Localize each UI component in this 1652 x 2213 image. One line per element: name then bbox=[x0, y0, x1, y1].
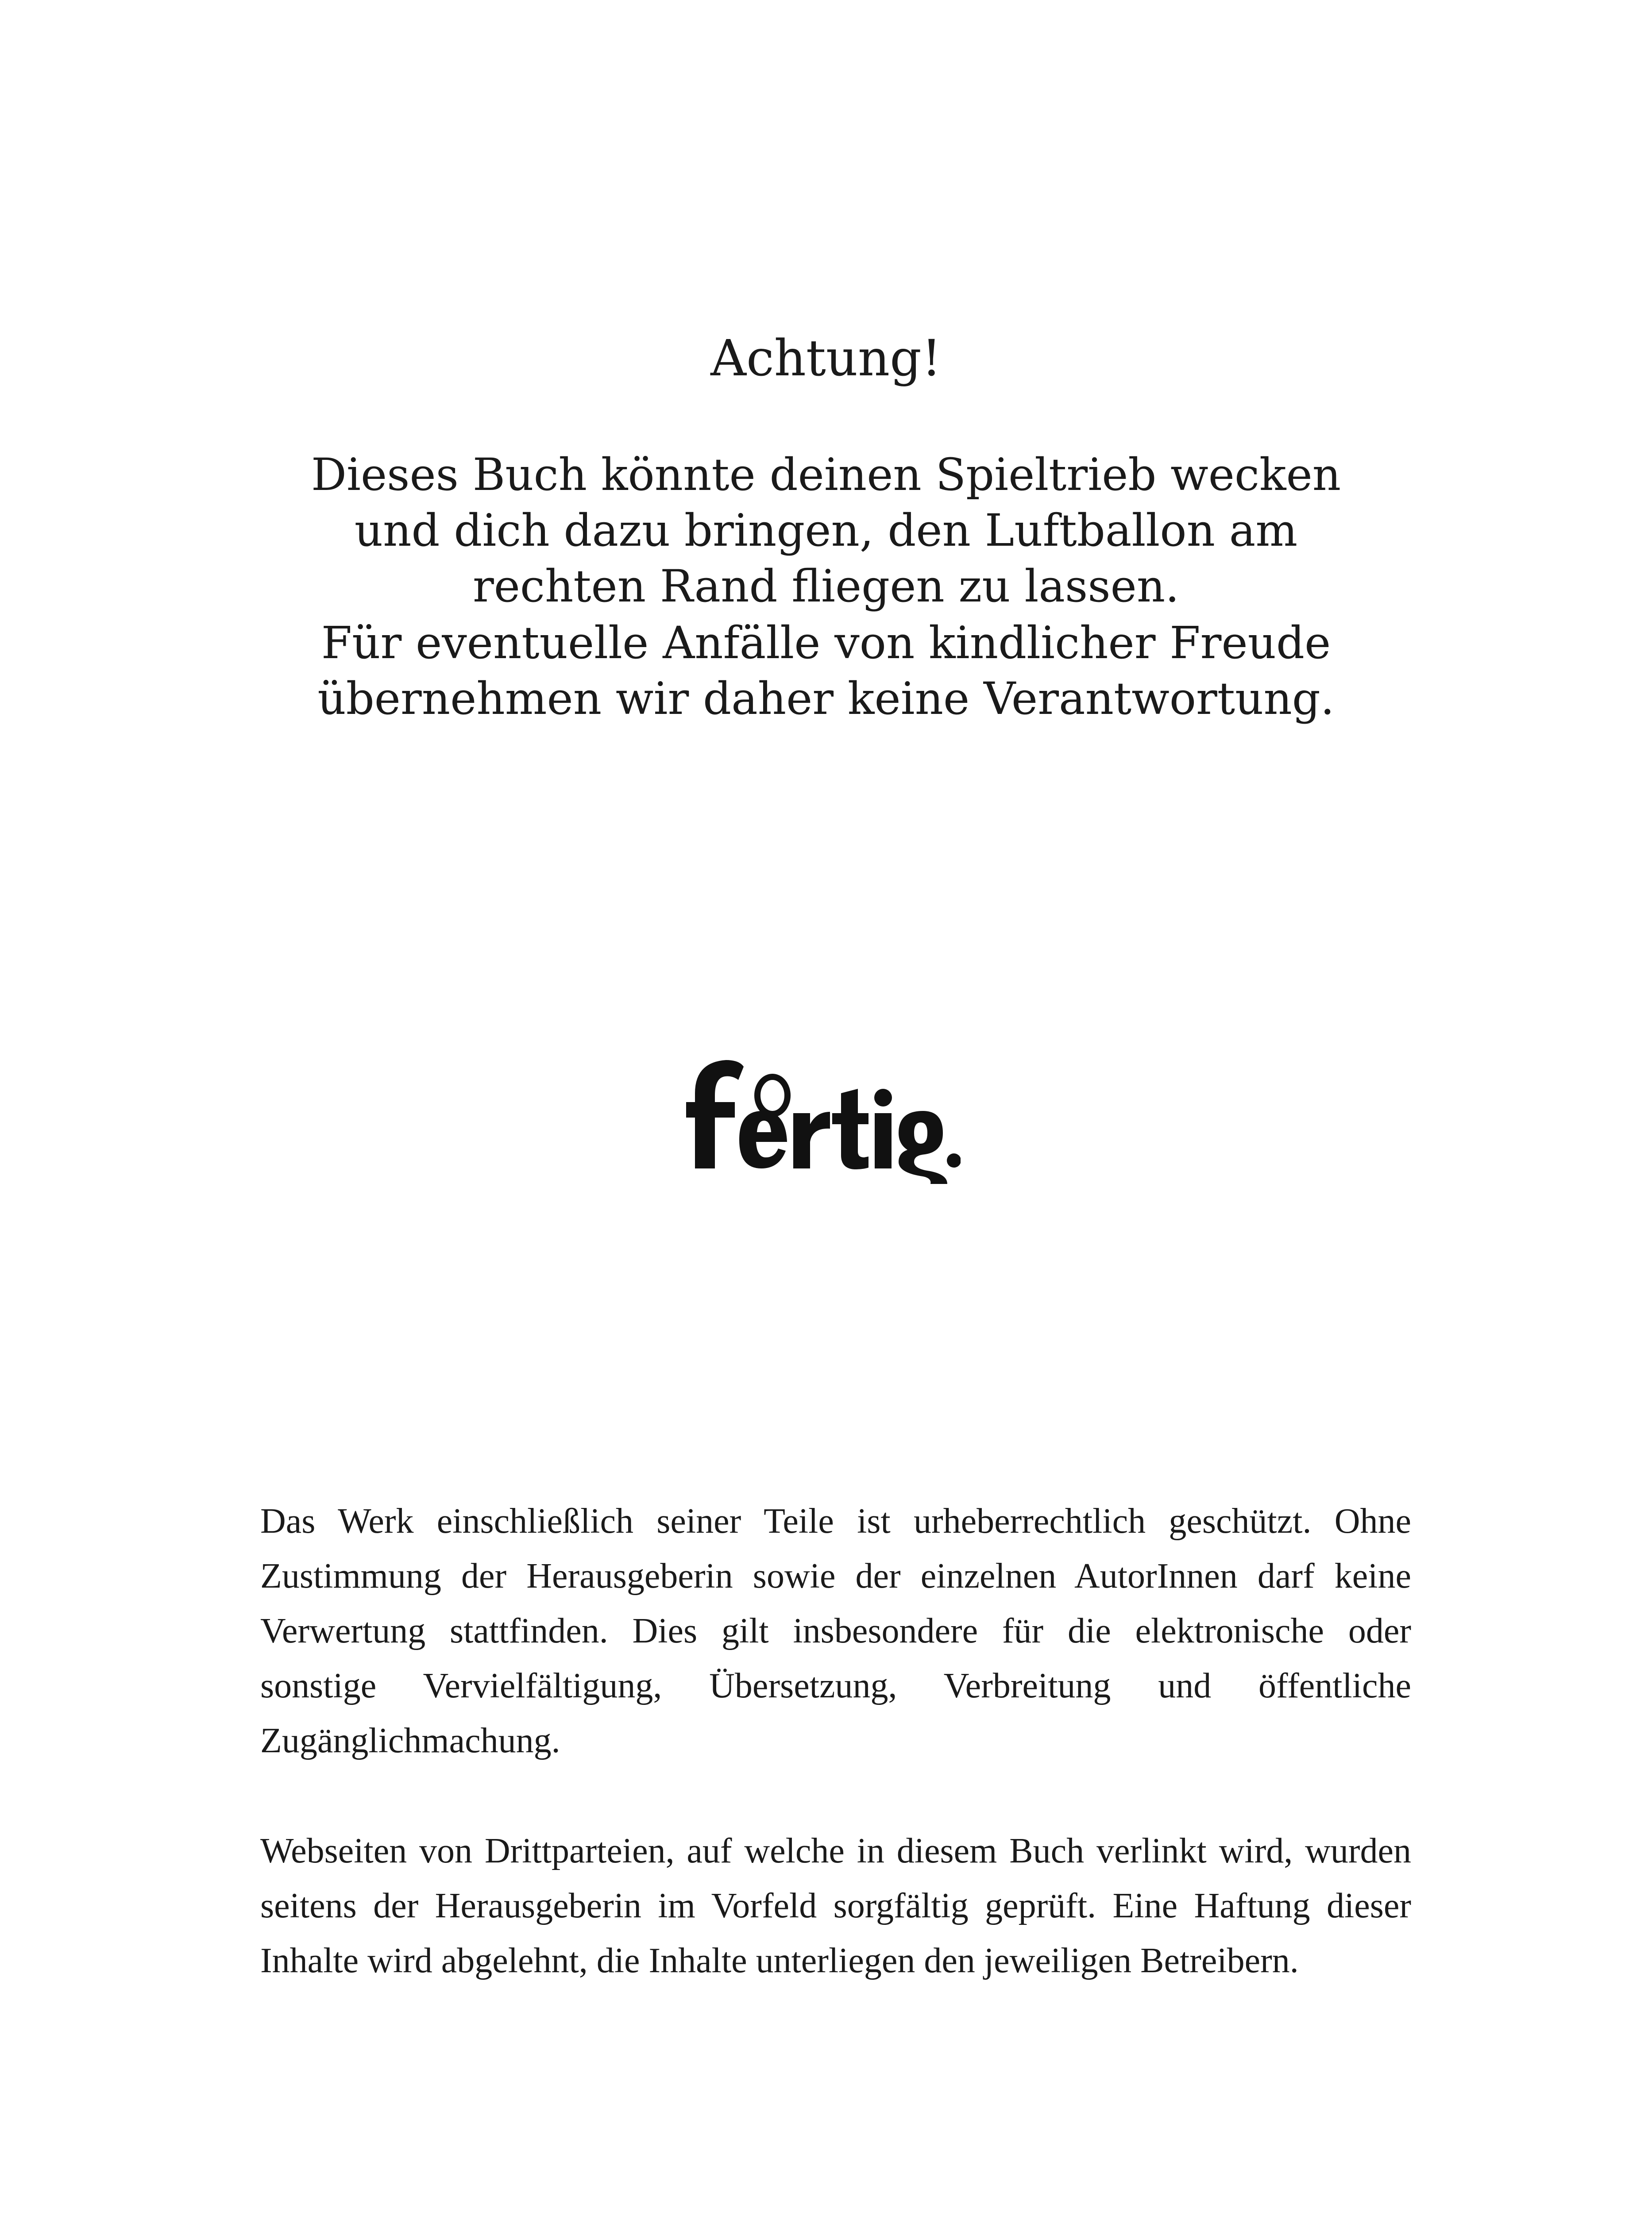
notice-paragraph-disclaimer: Für eventuelle Anfälle von kindlicher Freude übernehmen wir daher keine Verantwortung. bbox=[317, 617, 1335, 725]
notice-title: Achtung! bbox=[710, 330, 942, 387]
publisher-logo-icon bbox=[677, 1036, 961, 1186]
copyright-notice: Das Werk einschließlich seiner Teile ist urheberrechtlich geschützt. Ohne Zustimmung der Herausgeberin sowie der einzelnen AutorInnen darf keine Verwertung stattfinden. Dies gilt insbesondere für die elektronische oder sonstige Vervielfältigung, Übersetzung, Verbreitung und öffentliche Zugänglichmachung. bbox=[260, 1502, 1411, 1760]
third-party-links-notice: Webseiten von Drittparteien, auf welche in diesem Buch verlinkt wird, wurden seitens der Herausgeberin im Vorfeld sorgfältig geprüft. Eine Haftung dieser Inhalte wird abgelehnt, die Inhalte unterliegen den jeweiligen Betreibern. bbox=[260, 1831, 1411, 1980]
notice-paragraph-playfulness: Dieses Buch könnte deinen Spieltrieb wecken und dich dazu bringen, den Luftballon am rechten Rand fliegen zu lassen. bbox=[311, 449, 1341, 612]
